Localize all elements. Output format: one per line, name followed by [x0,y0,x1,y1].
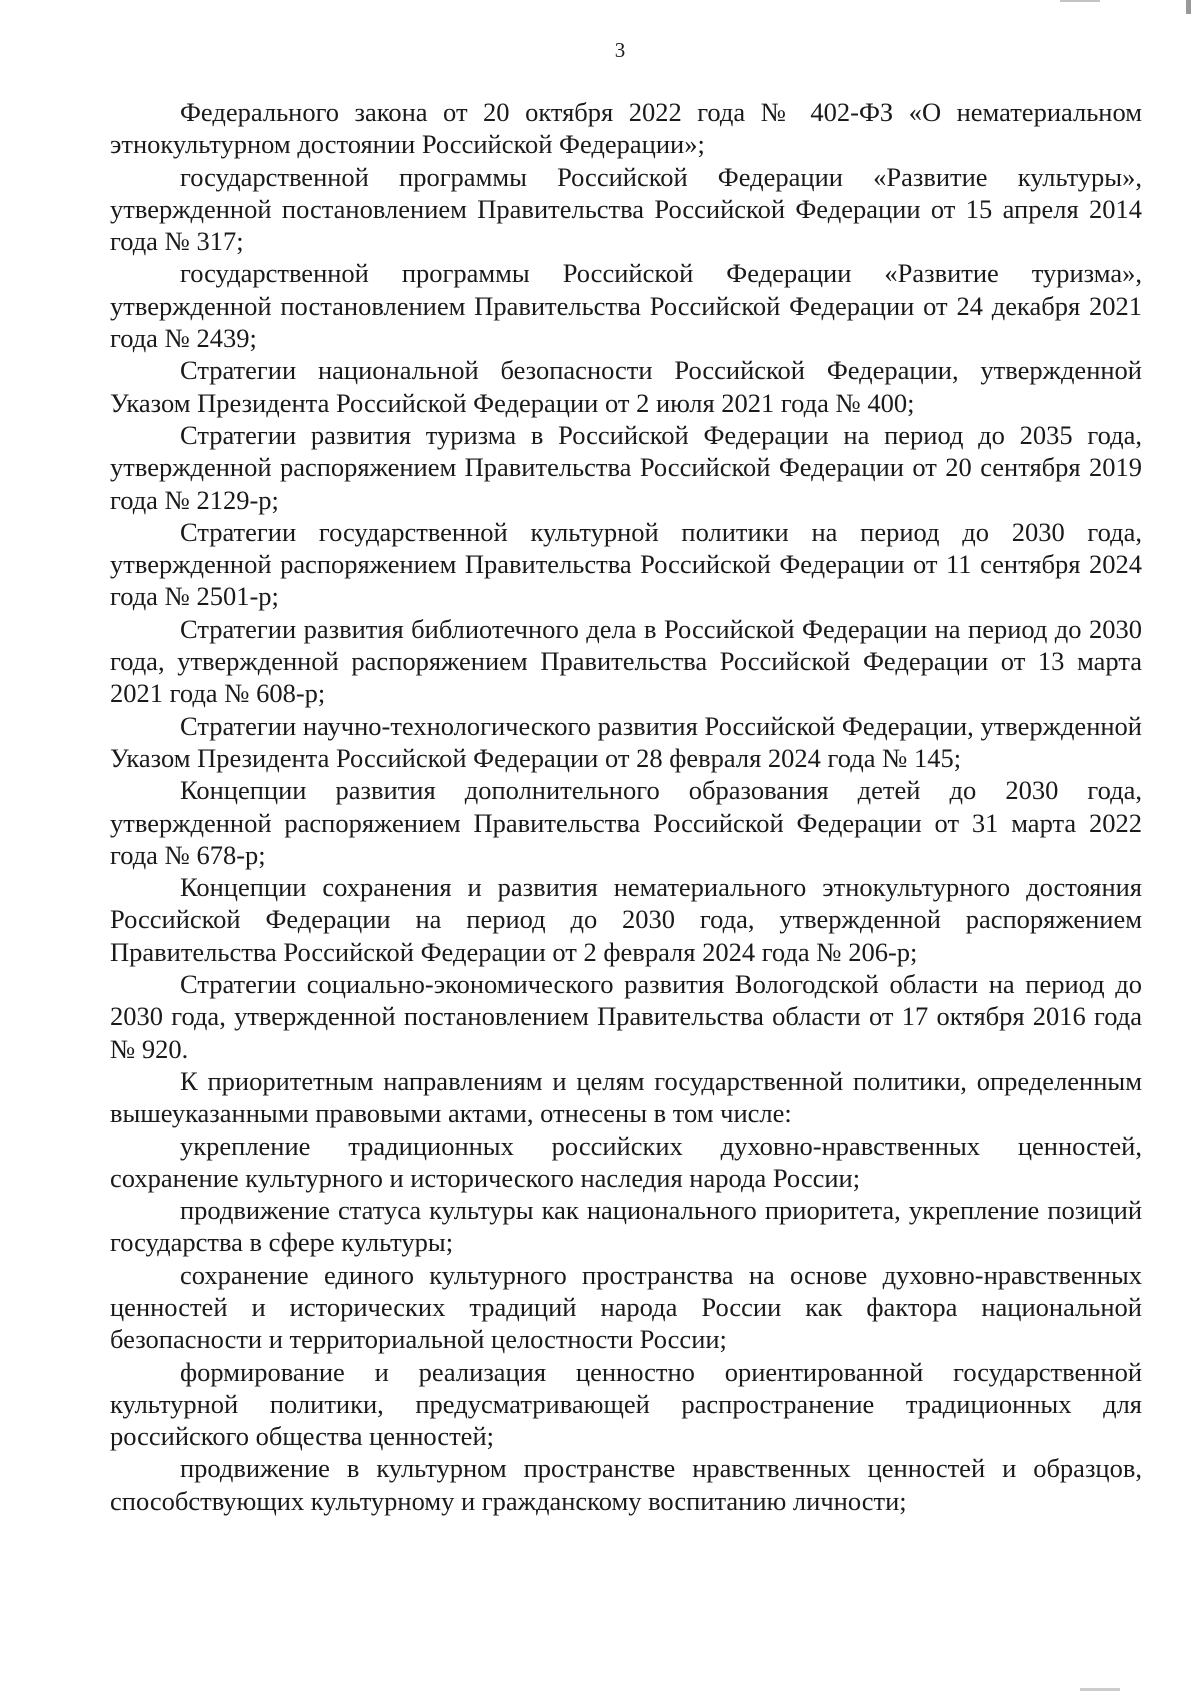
paragraph-tourism-strategy: Стратегии развития туризма в Российской Федерации на период до 2035 года, утвержденной распоряжением Правительства Российской Федерации от 20 сентября 2019 года № 2129-р; [110,419,1142,515]
page-number: 3 [614,38,626,62]
paragraph-priorities-intro: К приоритетным направлениям и целям государственной политики, определенным вышеуказанными правовыми актами, отнесены в том числе: [110,1065,1142,1129]
scan-artifact-top [1060,0,1100,2]
document-body [110,96,1142,1517]
paragraph-culture-program: государственной программы Российской Федерации «Развитие культуры», утвержденной постановлением Правительства Российской Федерации от 15 апреля 2014 года № 317; [110,161,1142,257]
paragraph-priority-space: сохранение единого культурного пространства на основе духовно-нравственных ценностей и исторических традиций народа России как фактора национальной безопасности и территориальной целостности России; [110,1259,1142,1355]
paragraph-federal-law: Федерального закона от 20 октября 2022 года № 402-ФЗ «О нематериальном этнокультурном достоянии Российской Федерации»; [110,97,1142,160]
paragraph-priority-education: продвижение в культурном пространстве нравственных ценностей и образцов, способствующих культурному и гражданскому воспитанию личности; [110,1453,1142,1516]
paragraph-science-strategy: Стратегии научно-технологического развития Российской Федерации, утвержденной Указом Президента Российской Федерации от 28 февраля 2024 года № 145; [110,710,1142,773]
paragraph-education-concept: Концепции развития дополнительного образования детей до 2030 года, утвержденной распоряжением Правительства Российской Федерации от 31 марта 2022 года № 678-р; [110,775,1142,870]
paragraph-heritage-concept: Концепции сохранения и развития нематериального этнокультурного достояния Российской Федерации на период до 2030 года, утвержденной распоряжением Правительства Российской Федерации от 2 февраля 2024 года № 206-р; [110,872,1142,967]
paragraph-library-strategy: Стратегии развития библиотечного дела в Российской Федерации на период до 2030 года, утвержденной распоряжением Правительства Российской Федерации от 13 марта 2021 года № 608-р; [110,613,1142,709]
paragraph-vologda-strategy: Стратегии социально-экономического развития Вологодской области на период до 2030 года, утвержденной постановлением Правительства области от 17 октября 2016 года № 920. [110,969,1142,1064]
scan-artifact-corner [1186,0,1191,14]
paragraph-security-strategy: Стратегии национальной безопасности Российской Федерации, утвержденной Указом Президента Российской Федерации от 2 июля 2021 года № 400; [110,355,1142,418]
paragraph-cultural-policy-strategy: Стратегии государственной культурной политики на период до 2030 года, утвержденной распоряжением Правительства Российской Федерации от 11 сентября 2024 года № 2501-р; [110,516,1142,612]
paragraph-priority-values: укрепление традиционных российских духовно-нравственных ценностей, сохранение культурного и исторического наследия народа России; [110,1130,1142,1193]
paragraph-priority-status: продвижение статуса культуры как национального приоритета, укрепление позиций государства в сфере культуры; [110,1195,1142,1258]
paragraph-tourism-program: государственной программы Российской Федерации «Развитие туризма», утвержденной постановлением Правительства Российской Федерации от 24 декабря 2021 года № 2439; [110,258,1142,354]
scan-artifact-bottom [1080,1688,1120,1691]
paragraph-priority-policy: формирование и реализация ценностно ориентированной государственной культурной политики, предусматривающей распространение традиционных для российского общества ценностей; [110,1356,1142,1452]
